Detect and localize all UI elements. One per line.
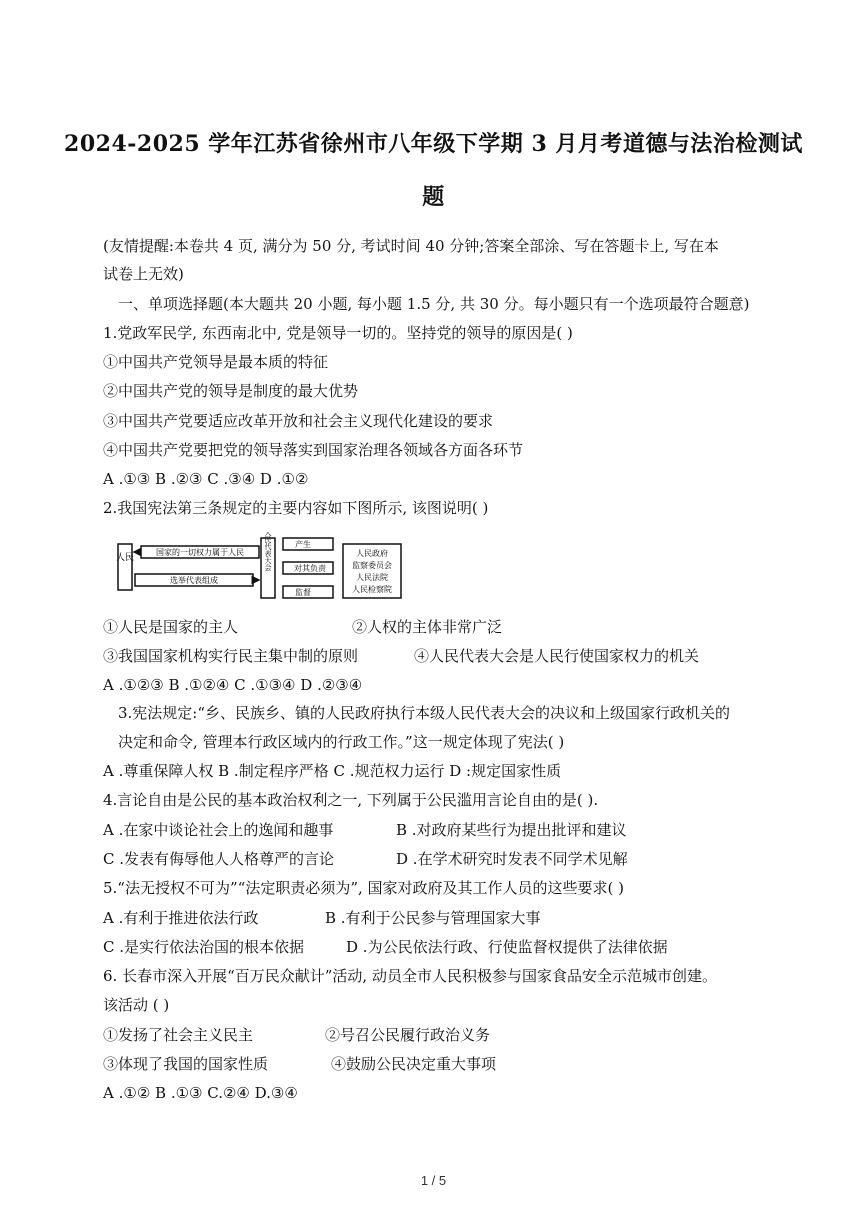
q5-choice-b: B .有利于公民参与管理国家大事	[325, 909, 541, 927]
organ-1: 人民政府	[356, 549, 388, 558]
q6-choices: A .①② B .①③ C.②④ D.③④	[103, 1084, 298, 1102]
q2-option-3: ③我国国家机构实行民主集中制的原则	[103, 647, 359, 665]
q1-option-3: ③中国共产党要适应改革开放和社会主义现代化建设的要求	[103, 412, 494, 430]
q4-choice-a: A .在家中谈论社会上的逸闻和趣事	[103, 821, 334, 839]
arrow-supervise-label: 监督	[295, 588, 311, 597]
q1-stem: 1.党政军民学, 东西南北中, 党是领导一切的。坚持党的领导的原因是( )	[103, 324, 573, 342]
q5-choice-a: A .有利于推进依法行政	[103, 909, 259, 927]
q1-option-1: ①中国共产党领导是最本质的特征	[103, 353, 329, 371]
congress-label: 人民代表大会	[264, 532, 272, 571]
q5-choice-d: D .为公民依法行政、行使监督权提供了法律依据	[346, 938, 668, 956]
document-title-line1: 2024-2025 学年江苏省徐州市八年级下学期 3 月月考道德与法治检测试	[64, 131, 803, 157]
section-heading: 一、单项选择题(本大题共 20 小题, 每小题 1.5 分, 共 30 分。每小题只有一个选项最符合题意)	[118, 295, 750, 313]
q5-stem: 5.“法无授权不可为”“法定职责必须为”, 国家对政府及其工作人员的这些要求( )	[103, 879, 624, 897]
q4-choice-d: D .在学术研究时发表不同学术见解	[396, 850, 628, 868]
organ-4: 人民检察院	[352, 585, 392, 594]
q2-choices: A .①②③ B .①②④ C .①③④ D .②③④	[103, 676, 363, 694]
organ-2: 监察委员会	[352, 561, 392, 570]
q6-stem-2: 该活动 ( )	[103, 996, 170, 1014]
arrow-produce-label: 产生	[295, 540, 311, 549]
q2-stem: 2.我国宪法第三条规定的主要内容如下图所示, 该图说明( )	[103, 499, 489, 517]
arrow-bottom-label: 选举代表组成	[170, 576, 218, 585]
q6-option-1: ①发扬了社会主义民主	[103, 1026, 254, 1044]
q1-choices: A .①③ B .②③ C .③④ D .①②	[103, 470, 309, 488]
q3-choices: A .尊重保障人权 B .制定程序严格 C .规范权力运行 D :规定国家性质	[103, 762, 562, 780]
q2-option-2: ②人权的主体非常广泛	[352, 618, 503, 636]
notice-line1: (友情提醒:本卷共 4 页, 满分为 50 分, 考试时间 40 分钟;答案全部涂、写在答题卡上, 写在本	[103, 237, 719, 255]
q1-option-4: ④中国共产党要把党的领导落实到国家治理各领域各方面各环节	[103, 441, 524, 459]
q5-choice-c: C .是实行依法治国的根本依据	[103, 938, 305, 956]
page-number: 1 / 5	[420, 1173, 447, 1188]
document-title-line2: 题	[422, 184, 445, 210]
q4-choice-c: C .发表有侮辱他人人格尊严的言论	[103, 850, 335, 868]
q6-option-2: ②号召公民履行政治义务	[325, 1026, 491, 1044]
organ-3: 人民法院	[356, 573, 388, 582]
arrow-top-label: 国家的一切权力属于人民	[156, 548, 244, 557]
q4-stem: 4.言论自由是公民的基本政治权利之一, 下列属于公民滥用言论自由的是( ).	[103, 791, 599, 809]
q2-option-4: ④人民代表大会是人民行使国家权力的机关	[414, 647, 700, 665]
q6-stem-1: 6. 长春市深入开展“百万民众献计”活动, 动员全市人民积极参与国家食品安全示范城市创建。	[103, 967, 717, 985]
people-label: 人民	[115, 553, 135, 563]
q2-option-1: ①人民是国家的主人	[103, 618, 239, 636]
q6-option-3: ③体现了我国的国家性质	[103, 1055, 269, 1073]
q3-stem-1: 3.宪法规定:“乡、民族乡、镇的人民政府执行本级人民代表大会的决议和上级国家行政机关的	[118, 704, 731, 722]
q1-option-2: ②中国共产党的领导是制度的最大优势	[103, 382, 359, 400]
people-box	[115, 544, 135, 590]
constitution-diagram	[113, 532, 405, 602]
q6-option-4: ④鼓励公民决定重大事项	[331, 1055, 497, 1073]
arrow-responsible-label: 对其负责	[294, 564, 326, 573]
notice-line2: 试卷上无效)	[103, 265, 184, 283]
q4-choice-b: B .对政府某些行为提出批评和建议	[396, 821, 627, 839]
q3-stem-2: 决定和命令, 管理本行政区域内的行政工作。”这一规定体现了宪法( )	[118, 733, 565, 751]
